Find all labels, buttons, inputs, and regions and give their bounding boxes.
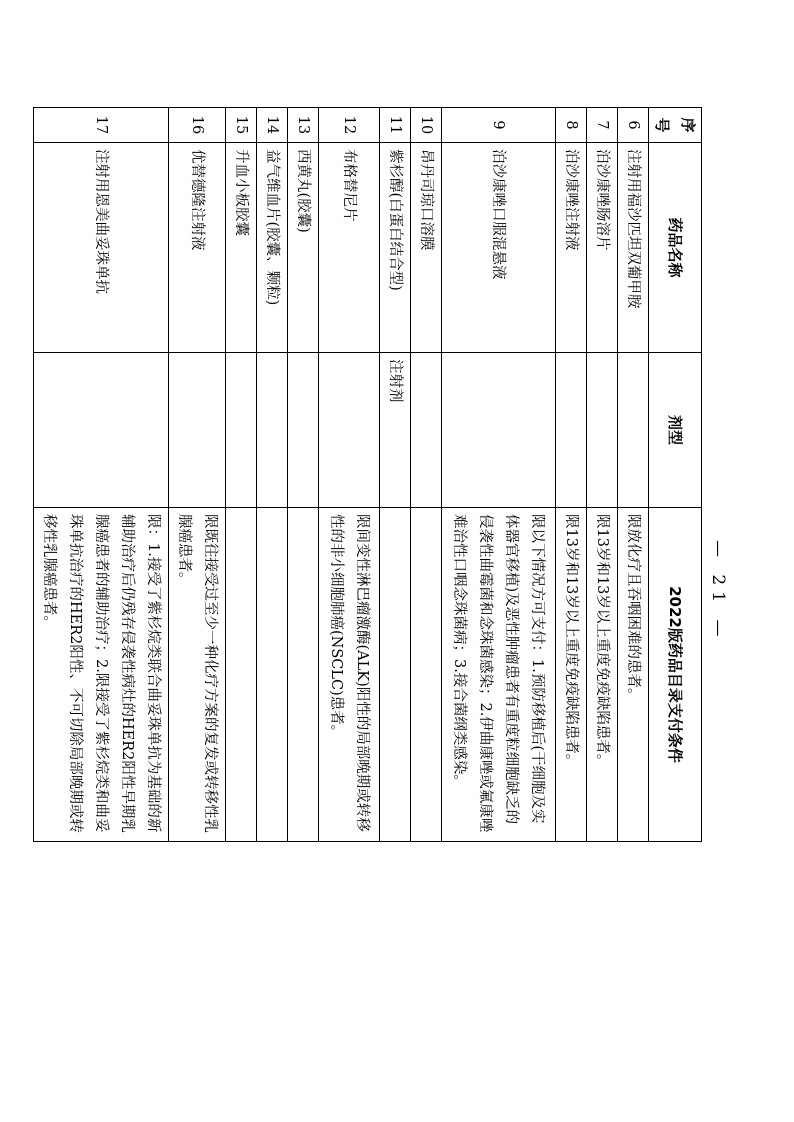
row-drug-name: 注射用恩美曲妥珠单抗	[34, 143, 169, 353]
table-row	[34, 108, 169, 842]
row-drug-name: 西黄丸(胶囊)	[288, 143, 319, 353]
row-drug-name: 益气维血片(胶囊、颗粒)	[257, 143, 288, 353]
row-dosage-form	[618, 353, 649, 508]
row-payment-condition: 限既往接受过至少一种化疗方案的复发或转移性乳腺癌患者。	[169, 508, 226, 842]
row-drug-name: 泊沙康唑注射液	[556, 143, 587, 353]
row-dosage-form	[34, 353, 169, 508]
row-dosage-form	[556, 353, 587, 508]
row-payment-condition: 限13岁和13岁以上重度免疫缺陷患者。	[556, 508, 587, 842]
row-drug-name: 优替德隆注射液	[169, 143, 226, 353]
row-dosage-form	[257, 353, 288, 508]
row-num: 9	[442, 108, 556, 143]
table-row	[380, 108, 411, 842]
row-num: 8	[556, 108, 587, 143]
row-dosage-form	[411, 353, 442, 508]
row-num: 17	[34, 108, 169, 143]
row-num: 10	[411, 108, 442, 143]
row-dosage-form: 注射剂	[380, 353, 411, 508]
row-dosage-form	[288, 353, 319, 508]
row-payment-condition	[257, 508, 288, 842]
table-row	[169, 108, 226, 842]
table-row	[618, 108, 649, 842]
row-num: 13	[288, 108, 319, 143]
row-payment-condition: 限以下情况方可支付：1.预防移植后(干细胞及实体器官移植)及恶性肿瘤患者有重度粒细胞缺乏的侵袭性曲霉菌和念珠菌感染；2.伊曲康唑或氟康唑难治性口咽念珠菌病；3.接合菌纲类感染。	[442, 508, 556, 842]
row-payment-condition	[380, 508, 411, 842]
row-drug-name: 注射用福沙匹坦双葡甲胺	[618, 143, 649, 353]
row-dosage-form	[319, 353, 380, 508]
row-num: 7	[587, 108, 618, 143]
header-name: 药品名称	[649, 143, 702, 353]
row-payment-condition	[226, 508, 257, 842]
row-drug-name: 泊沙康唑口服混悬液	[442, 143, 556, 353]
row-num: 12	[319, 108, 380, 143]
row-payment-condition	[288, 508, 319, 842]
table-row	[442, 108, 556, 842]
table-row	[319, 108, 380, 842]
row-drug-name: 紫杉醇(白蛋白结合型)	[380, 143, 411, 353]
row-payment-condition: 限间变性淋巴瘤激酶(ALK)阳性的局部晚期或转移性的非小细胞肺癌(NSCLC)患者。	[319, 508, 380, 842]
table-row	[226, 108, 257, 842]
table-header-row	[649, 108, 702, 842]
row-dosage-form	[169, 353, 226, 508]
table-row	[587, 108, 618, 842]
row-payment-condition: 限放化疗且吞咽困难的患者。	[618, 508, 649, 842]
row-dosage-form	[226, 353, 257, 508]
row-dosage-form	[442, 353, 556, 508]
row-payment-condition	[411, 508, 442, 842]
row-num: 16	[169, 108, 226, 143]
header-num: 序号	[649, 108, 702, 143]
table-row	[257, 108, 288, 842]
drug-table	[33, 107, 702, 842]
row-dosage-form	[587, 353, 618, 508]
row-num: 6	[618, 108, 649, 143]
row-num: 11	[380, 108, 411, 143]
row-drug-name: 泊沙康唑肠溶片	[587, 143, 618, 353]
row-payment-condition: 限：1.接受了紫杉烷类联合曲妥珠单抗为基础的新辅助治疗后仍残存侵袭性病灶的HER2阳性早期乳腺癌患者的辅助治疗；2.限接受了紫杉烷类和曲妥珠单抗治疗的HER2阳性、不可切除局部晚期或转移性乳腺癌患者。	[34, 508, 169, 842]
row-num: 14	[257, 108, 288, 143]
drug-table-rotated	[41, 107, 702, 841]
table-row	[288, 108, 319, 842]
row-drug-name: 布格替尼片	[319, 143, 380, 353]
row-payment-condition: 限13岁和13岁以上重度免疫缺陷患者。	[587, 508, 618, 842]
row-num: 15	[226, 108, 257, 143]
header-form: 剂型	[649, 353, 702, 508]
row-drug-name: 昂丹司琼口溶膜	[411, 143, 442, 353]
row-drug-name: 升血小板胶囊	[226, 143, 257, 353]
table-row	[556, 108, 587, 842]
page-number: — 21 —	[708, 540, 728, 643]
header-condition: 2022版药品目录支付条件	[649, 508, 702, 842]
table-row	[411, 108, 442, 842]
